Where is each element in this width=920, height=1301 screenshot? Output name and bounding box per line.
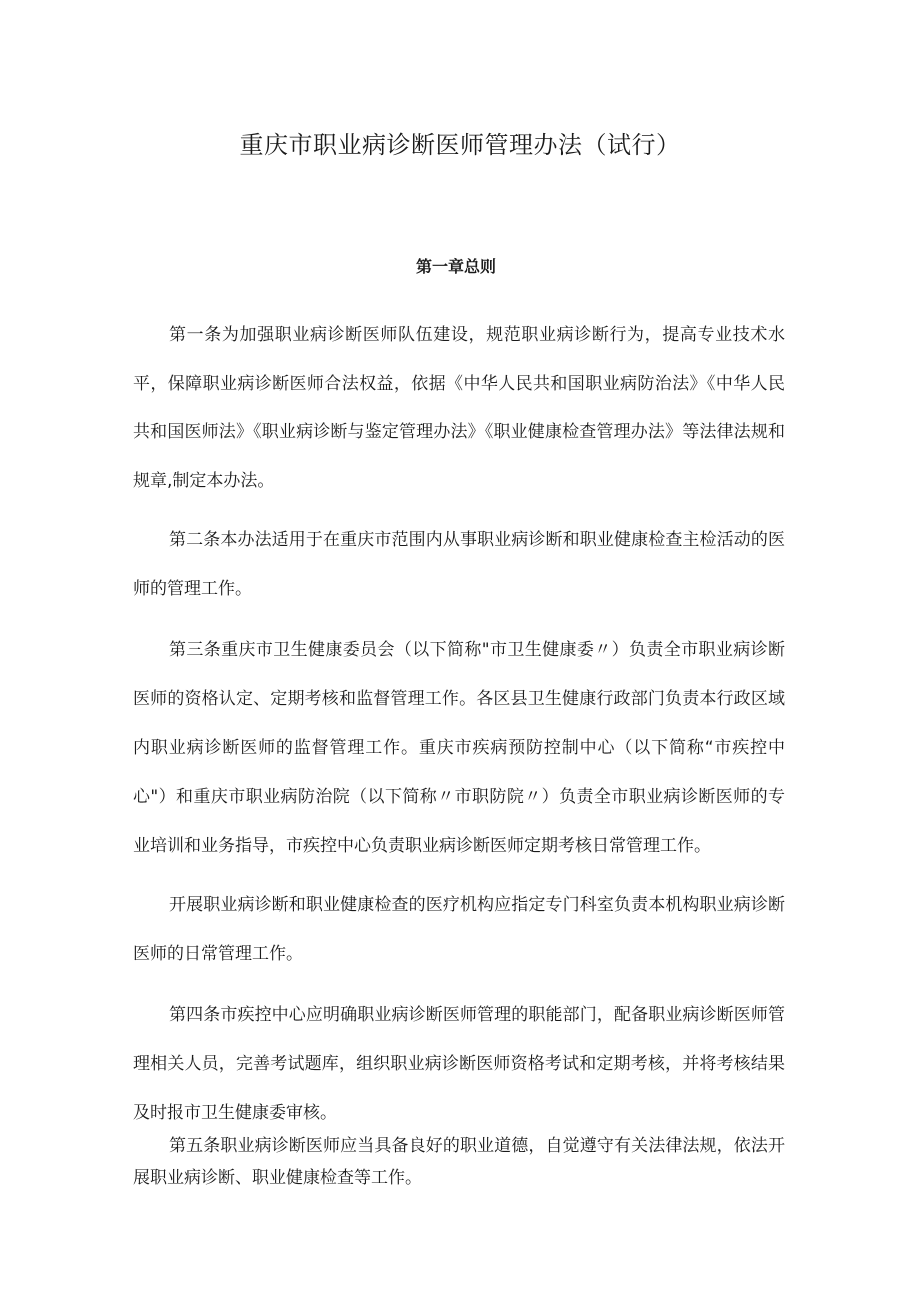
chapter-heading: 第一章总则 (415, 257, 496, 276)
article-4-paragraph: 第四条市疾控中心应明确职业病诊断医师管理的职能部门，配备职业病诊断医师管理相关人员，完善考试题库，组织职业病诊断医师资格考试和定期考核，并将考核结果及时报市卫生健康委审核。 (133, 1005, 785, 1123)
document-title: 重庆市职业病诊断医师管理办法（试行） (239, 131, 681, 159)
article-1-paragraph: 第一条为加强职业病诊断医师队伍建设，规范职业病诊断行为，提高专业技术水平，保障职业病诊断医师合法权益，依据《中华人民共和国职业病防治法》《中华人民共和国医师法》《职业病诊断与鉴定管理办法》《职业健康检查管理办法》等法律法规和规章,制定本办法。 (133, 325, 785, 491)
article-5-paragraph: 第五条职业病诊断医师应当具备良好的职业道德，自觉遵守有关法律法规，依法开展职业病诊断、职业健康检查等工作。 (133, 1136, 785, 1188)
article-3-continuation-paragraph: 开展职业病诊断和职业健康检查的医疗机构应指定专门科室负责本机构职业病诊断医师的日常管理工作。 (133, 895, 785, 964)
article-2-paragraph: 第二条本办法适用于在重庆市范围内从事职业病诊断和职业健康检查主检活动的医师的管理工作。 (133, 530, 785, 599)
article-3-paragraph: 第三条重庆市卫生健康委员会（以下简称"市卫生健康委〃）负责全市职业病诊断医师的资格认定、定期考核和监督管理工作。各区县卫生健康行政部门负责本行政区域内职业病诊断医师的监督管理工作。重庆市疾病预防控制中心（以下简称“市疾控中心"）和重庆市职业病防治院（以下简称〃市职防院〃）负责全市职业病诊断医师的专业培训和业务指导，市疾控中心负责职业病诊断医师定期考核日常管理工作。 (133, 640, 785, 856)
